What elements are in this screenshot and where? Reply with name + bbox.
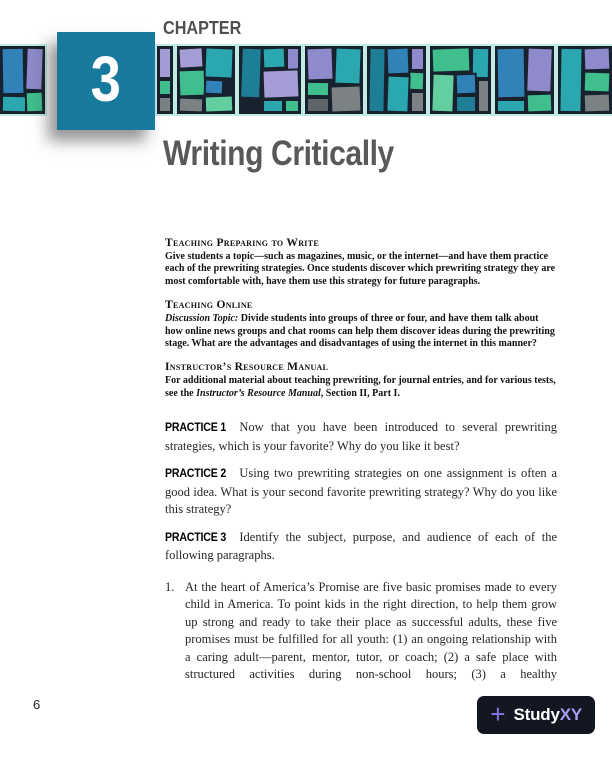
note-body-text: Divide students into groups of three or four, and have them talk about how online news groups and chat rooms can help them discover ideas during the prewriting stage. What are the advantages and disadvantages of using the internet in this manner? [165,313,555,350]
manual-title-italic: Instructor’s Resource Manual [196,387,321,399]
note-heading: Teaching Online [165,299,253,312]
note-body [165,313,557,350]
note-heading: Instructor’s Resource Manual [165,361,329,374]
practice-3-label: PRACTICE 3 [165,531,227,544]
practice-1 [165,419,557,455]
brand-study: Study [513,705,560,724]
note-body-text: , Section II, Part I. [320,387,400,399]
chapter-number: 3 [90,43,122,115]
teaching-note-preparing-to-write [165,237,557,288]
list-number: 1. [165,579,175,594]
plus-icon: + [490,698,506,729]
practice-2 [165,465,557,519]
note-body [165,375,557,400]
page-number: 6 [33,697,41,712]
practice-2-text: Using two prewriting strategies on one assignment is often a good idea. What is your second favorite prewriting strategy? Why do you like this strategy? [165,466,557,517]
note-body: Give students a topic—such as magazines, music, or the internet—and have them practice each of the prewriting strategies. Once students discover which prewriting strategy they are most comfortable with, have them use this strategy for future paragraphs. [165,251,556,287]
note-heading: Teaching Preparing to Write [165,237,319,249]
page-content [165,237,557,684]
chapter-label: CHAPTER [163,18,242,38]
practice-3 [165,529,557,565]
practice-3-text: Identify the subject, purpose, and audience of each of the following paragraphs. [165,529,557,563]
practice-1-label: PRACTICE 1 [165,422,227,435]
numbered-paragraph-1 [165,579,557,684]
instructors-resource-manual-note [165,361,557,400]
list-paragraph-text: At the heart of America’s Promise are five basic promises made to every child in America. To point kids in the right direction, to help them grow up strong and ready to take their place as successful adults, these five promises must be fulfilled for all youth: (1) an ongoing relationship with a caring adult—parent, mentor, tutor, or coach; (2) a safe place with structured activities during non-school hours; (3) a healthy [185,579,557,682]
chapter-number-box [57,32,155,130]
teaching-note-online [165,299,557,350]
practice-2-label: PRACTICE 2 [165,468,227,481]
studyxy-logo [477,696,595,734]
practice-1-text: Now that you have been introduced to several prewriting strategies, which is your favorite? Why do you like it best? [165,420,557,453]
discussion-topic-lead: Discussion Topic: [165,313,239,325]
studyxy-brand-text [513,705,582,725]
note-body-text: For additional material about teaching prewriting, for journal entries, and for various tests, see the [165,375,556,399]
page-title: Writing Critically [163,134,394,173]
brand-xy: XY [559,705,582,724]
